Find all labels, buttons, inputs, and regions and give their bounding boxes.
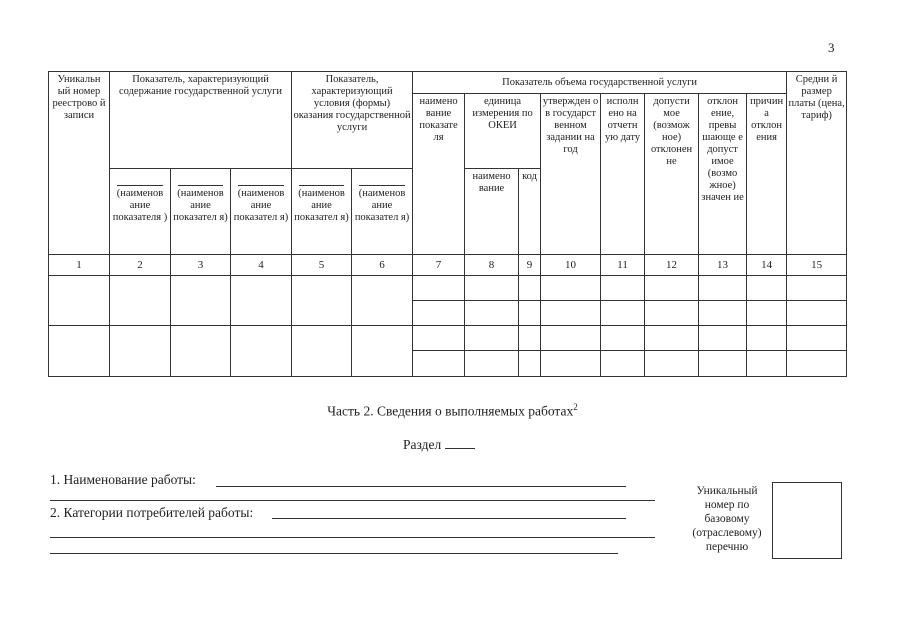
- header-executed: исполн ено на отчетн ую дату: [601, 94, 645, 255]
- column-numbers-row: [49, 255, 847, 276]
- section-number-blank[interactable]: [445, 436, 475, 449]
- volume-indicators-table: [48, 71, 847, 377]
- table-cell[interactable]: [541, 351, 601, 377]
- header-condition-indicator-2: (наименов ание показател я): [352, 169, 413, 255]
- table-cell[interactable]: [541, 301, 601, 326]
- header-okei-name: наимено вание: [465, 169, 519, 255]
- table-cell[interactable]: [292, 326, 352, 377]
- column-number: 3: [171, 255, 231, 276]
- column-number: 13: [699, 255, 747, 276]
- table-cell[interactable]: [49, 276, 110, 326]
- table-cell[interactable]: [519, 351, 541, 377]
- table-cell[interactable]: [465, 276, 519, 301]
- column-number: 12: [645, 255, 699, 276]
- column-number: 10: [541, 255, 601, 276]
- consumer-categories-label: 2. Категории потребителей работы:: [50, 505, 254, 520]
- header-avg-fee: Средни й размер платы (цена, тариф): [787, 72, 847, 255]
- header-exceeding-deviation: отклон ение, превы шающе е допуст имое (возмо жное) значен ие: [699, 94, 747, 255]
- table-cell[interactable]: [49, 326, 110, 377]
- table-cell[interactable]: [413, 276, 465, 301]
- table-cell[interactable]: [645, 326, 699, 351]
- table-cell[interactable]: [413, 326, 465, 351]
- part-title: Часть 2. Сведения о выполняемых работах$^2$: [327, 402, 578, 419]
- page-number: 3: [828, 40, 835, 55]
- table-cell[interactable]: [352, 326, 413, 377]
- table-cell[interactable]: [110, 276, 171, 326]
- table-cell[interactable]: [541, 326, 601, 351]
- column-number: 2: [110, 255, 171, 276]
- consumer-categories-field[interactable]: [272, 518, 626, 519]
- table-cell[interactable]: [645, 351, 699, 377]
- table-row: [49, 326, 847, 351]
- column-number: 7: [413, 255, 465, 276]
- table-cell[interactable]: [171, 276, 231, 326]
- header-content-indicator-2: (наименов ание показател я): [171, 169, 231, 255]
- table-cell[interactable]: [231, 276, 292, 326]
- header-content-indicator-1: (наименов ание показателя ): [110, 169, 171, 255]
- column-number: 4: [231, 255, 292, 276]
- unique-number-label: Уникальный номер по базовому (отраслевому) перечню: [692, 485, 762, 553]
- header-indicator-name: наимено вание показате ля: [413, 94, 465, 255]
- table-cell[interactable]: [645, 276, 699, 301]
- table-cell[interactable]: [645, 301, 699, 326]
- consumer-categories-field-continuation[interactable]: [50, 537, 655, 538]
- unique-number-box[interactable]: [772, 482, 842, 559]
- table-cell[interactable]: [787, 326, 847, 351]
- column-number: 5: [292, 255, 352, 276]
- table-cell[interactable]: [699, 326, 747, 351]
- table-cell[interactable]: [699, 276, 747, 301]
- column-number: 14: [747, 255, 787, 276]
- table-cell[interactable]: [601, 301, 645, 326]
- table-cell[interactable]: [519, 326, 541, 351]
- table-cell[interactable]: [601, 276, 645, 301]
- table-cell[interactable]: [465, 351, 519, 377]
- column-number: 1: [49, 255, 110, 276]
- table-cell[interactable]: [747, 276, 787, 301]
- table-cell[interactable]: [747, 326, 787, 351]
- work-name-label: 1. Наименование работы:: [50, 472, 196, 487]
- header-approved: утвержден о в государст венном задании на год: [541, 94, 601, 255]
- column-number: 11: [601, 255, 645, 276]
- table-cell[interactable]: [787, 276, 847, 301]
- header-content-indicator-3: (наименов ание показател я): [231, 169, 292, 255]
- table-cell[interactable]: [747, 351, 787, 377]
- table-row: [49, 276, 847, 301]
- header-volume-group: Показатель объема государственной услуги: [413, 72, 787, 94]
- table-cell[interactable]: [699, 301, 747, 326]
- table-cell[interactable]: [787, 301, 847, 326]
- column-number: 8: [465, 255, 519, 276]
- header-content-group: Показатель, характеризующий содержание государственной услуги: [110, 72, 292, 169]
- table-cell[interactable]: [747, 301, 787, 326]
- table-cell[interactable]: [413, 351, 465, 377]
- table-cell[interactable]: [601, 351, 645, 377]
- table-cell[interactable]: [519, 301, 541, 326]
- header-okei-unit: единица измерения по ОКЕИ: [465, 94, 541, 169]
- header-condition-indicator-1: (наименов ание показател я): [292, 169, 352, 255]
- column-number: 6: [352, 255, 413, 276]
- column-number: 15: [787, 255, 847, 276]
- work-name-field[interactable]: [216, 486, 626, 487]
- table-cell[interactable]: [787, 351, 847, 377]
- consumer-categories-field-continuation[interactable]: [50, 553, 618, 554]
- table-cell[interactable]: [541, 276, 601, 301]
- table-cell[interactable]: [231, 326, 292, 377]
- table-cell[interactable]: [352, 276, 413, 326]
- header-allowed-deviation: допусти мое (возмож ное) отклонен не: [645, 94, 699, 255]
- work-name-field-continuation[interactable]: [50, 500, 655, 501]
- table-cell[interactable]: [465, 301, 519, 326]
- table-cell[interactable]: [171, 326, 231, 377]
- header-conditions-group: Показатель, характеризующий условия (формы) оказания государственной услуги: [292, 72, 413, 169]
- header-reason: причин а отклон ения: [747, 94, 787, 255]
- header-unique-number: Уникальн ый номер реестрово й записи: [49, 72, 110, 255]
- table-cell[interactable]: [601, 326, 645, 351]
- table-cell[interactable]: [110, 326, 171, 377]
- table-cell[interactable]: [413, 301, 465, 326]
- table-cell[interactable]: [465, 326, 519, 351]
- table-cell[interactable]: [519, 276, 541, 301]
- table-cell[interactable]: [699, 351, 747, 377]
- column-number: 9: [519, 255, 541, 276]
- header-okei-code: код: [519, 169, 541, 255]
- section-heading: Раздел: [403, 436, 475, 453]
- table-cell[interactable]: [292, 276, 352, 326]
